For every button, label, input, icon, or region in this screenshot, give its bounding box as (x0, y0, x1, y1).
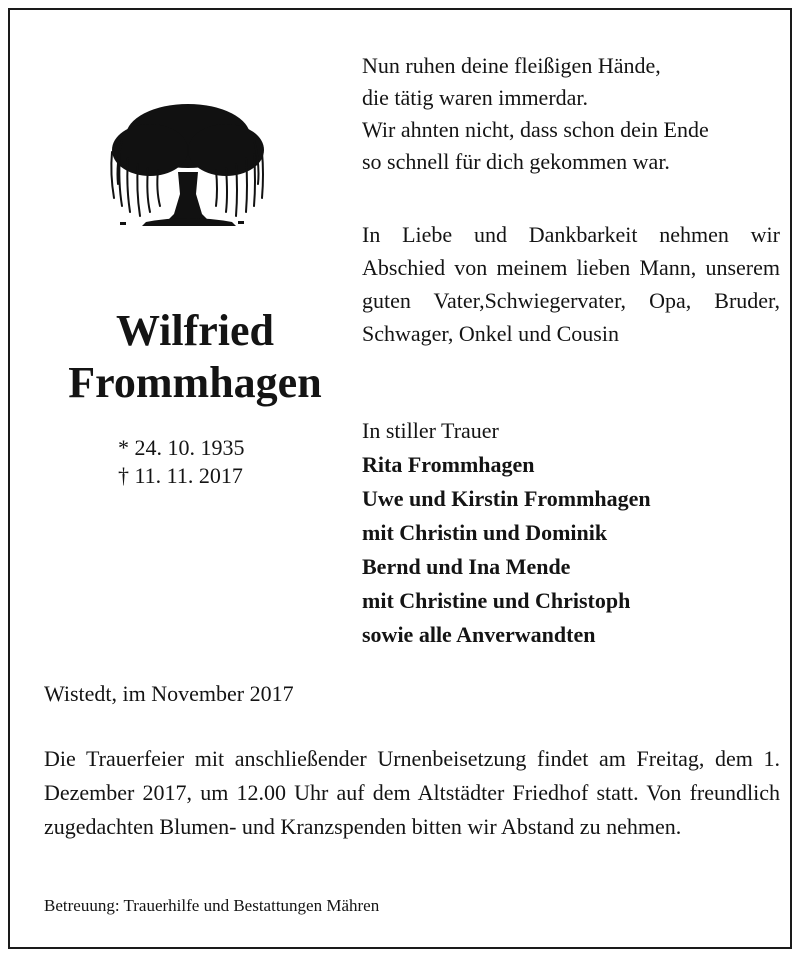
mourner-name: Bernd und Ina Mende (362, 554, 571, 579)
mourner-name: mit Christine und Christoph (362, 588, 631, 613)
mourner-name: Uwe und Kirstin Frommhagen (362, 486, 651, 511)
mourner-list (362, 448, 651, 652)
verse-line: die tätig waren immerdar. (362, 85, 589, 110)
farewell-text: In Liebe und Dankbarkeit nehmen wir Abschied von meinem lieben Mann, unserem guten Vater,Schwiegervater, Opa, Bruder, Schwager, Onkel und Cousin (362, 222, 780, 346)
memorial-verse (362, 50, 782, 178)
mourner-name: sowie alle Anverwandten (362, 622, 596, 647)
verse-line: Nun ruhen deine fleißigen Hände, (362, 53, 661, 78)
life-dates (118, 434, 245, 490)
ceremony-text: Die Trauerfeier mit anschließender Urnenbeisetzung findet am Freitag, dem 1. Dezember 2017, um 12.00 Uhr auf dem Altstädter Friedhof statt. Von freundlich zugedachten Blumen- und Kranzspenden bitten wir Abstand zu nehmen. (44, 746, 780, 839)
verse-line: so schnell für dich gekommen war. (362, 149, 670, 174)
obituary-frame (8, 8, 792, 949)
verse-line: Wir ahnten nicht, dass schon dein Ende (362, 117, 709, 142)
deceased-last-name: Frommhagen (68, 358, 322, 407)
care-note: Betreuung: Trauerhilfe und Bestattungen Mähren (44, 896, 380, 915)
weeping-willow-tree-icon (98, 94, 278, 244)
death-date: † 11. 11. 2017 (118, 463, 243, 488)
birth-date: * 24. 10. 1935 (118, 435, 245, 460)
mourner-name: Rita Frommhagen (362, 452, 535, 477)
deceased-first-name: Wilfried (115, 306, 275, 355)
place-date: Wistedt, im November 2017 (44, 681, 294, 706)
mourner-name: mit Christin und Dominik (362, 520, 608, 545)
mourning-intro: In stiller Trauer (362, 418, 499, 443)
